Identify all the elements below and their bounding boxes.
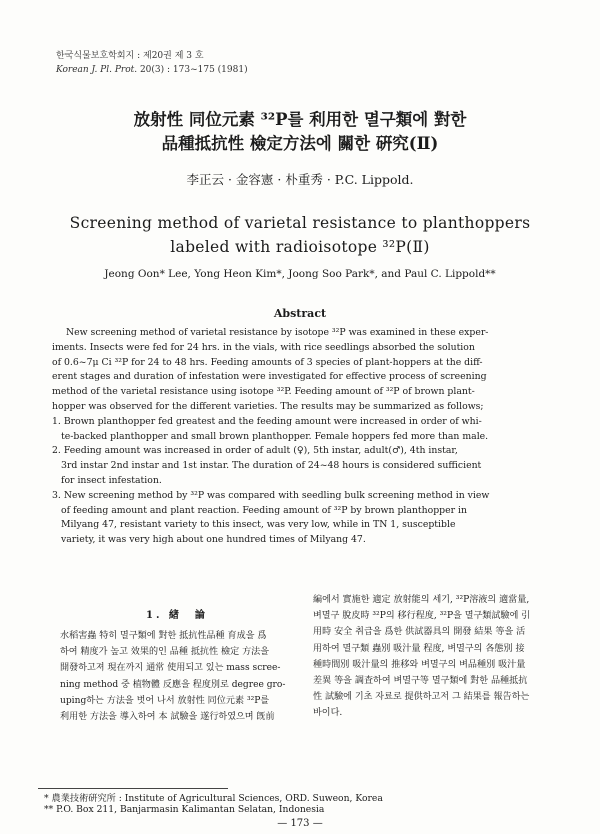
korean-title-line-2: 品種抵抗性 檢定方法에 關한 硏究(Ⅱ)	[161, 134, 439, 153]
footnote-2: ** P.O. Box 211, Banjarmasin Kalimantan Selatan, Indonesia	[44, 804, 325, 815]
abstract-line: method of the varietal resistance using isotope ³²P. Feeding amount of ³²P of brown plant-	[52, 386, 475, 398]
abstract-body	[52, 326, 552, 548]
body-line: 하여 精度가 높고 效果的인 品種 抵抗性 檢定 方法을	[60, 647, 270, 658]
page-number: — 173 —	[277, 818, 323, 829]
abstract-line: Milyang 47, resistant variety to this insect, was very low, while in TN 1, susceptible	[61, 519, 456, 531]
abstract-line: hopper was observed for the different varieties. The results may be summarized as follows;	[52, 400, 484, 412]
english-authors: Jeong Oon* Lee, Yong Heon Kim*, Joong Soo Park*, and Paul C. Lippold**	[104, 268, 496, 280]
journal-name-korean: 한국식물보호학회지 : 제20권 제 3 호	[56, 51, 204, 61]
body-line: uping하는 方法을 벗어 나서 放射性 同位元素 ³²P를	[60, 695, 270, 706]
body-line: 벼멸구 脫皮時 ³²P의 移行程度, ³²P을 멸구類試驗에 引	[313, 611, 531, 622]
english-title-line-1: Screening method of varietal resistance to planthoppers	[69, 214, 531, 232]
journal-name-english: Korean J. Pl. Prot.	[56, 65, 138, 75]
abstract-line: 3rd instar 2nd instar and 1st instar. The duration of 24~48 hours is considered sufficient	[61, 460, 482, 472]
abstract-line: 3. New screening method by ³²P was compared with seedling bulk screening method in view	[52, 489, 490, 501]
abstract-line: variety, it was very high about one hundred times of Milyang 47.	[61, 534, 366, 546]
korean-authors: 李正云 · 金容憲 · 朴重秀 · P.C. Lippold.	[186, 172, 414, 187]
abstract-line: New screening method of varietal resistance by isotope ³²P was examined in these exper-	[66, 327, 489, 338]
abstract-line: of 0.6~7μ Ci ³²P for 24 to 48 hrs. Feeding amounts of 3 species of plant-hoppers at the diff-	[52, 356, 483, 368]
body-line: 編에서 實施한 適定 放射能의 세기, ³²P溶液의 適當量,	[313, 595, 530, 605]
abstract-line: erent stages and duration of infestation were investigated for effective process of screening	[52, 371, 487, 383]
english-title-line-2: labeled with radioisotope ³²P(Ⅱ)	[170, 238, 430, 256]
body-line: 性 試驗에 기초 자료로 提供하고저 그 結果를 報告하는	[313, 692, 530, 703]
body-line: 差異 等을 調査하여 벼멸구等 멸구類에 對한 品種抵抗	[313, 676, 528, 687]
body-line: ning method 중 植物體 反應을 程度別로 degree gro-	[60, 679, 286, 690]
body-line: 바이다.	[313, 708, 343, 719]
body-line: 利用한 方法을 導入하여 本 試驗을 遂行하였으며 旣前	[60, 712, 275, 723]
abstract-line: te-backed planthopper and small brown planthopper. Female hoppers fed more than male.	[61, 430, 489, 442]
abstract-line: for insect infestation.	[61, 474, 162, 486]
abstract-line: 2. Feeding amount was increased in order of adult (♀), 5th instar, adult(♂), 4th instar,	[52, 445, 458, 457]
korean-title-line-1: 放射性 同位元素 ³²P를 利用한 멸구類에 對한	[133, 110, 467, 129]
footnote-rule	[38, 788, 228, 789]
body-line: 種時間別 吸汁量의 推移와 벼멸구의 벼品種別 吸汁量	[313, 659, 526, 670]
body-line: 水稻害蟲 特히 멸구類에 對한 抵抗性品種 育成을 爲	[60, 631, 267, 641]
journal-header	[56, 49, 248, 77]
journal-volume: 20(3) : 173~175 (1981)	[137, 65, 248, 75]
footnote-1: * 農業技術硏究所 : Institute of Agricultural Sciences, ORD. Suweon, Korea	[44, 793, 383, 804]
abstract-line: iments. Insects were fed for 24 hrs. in the vials, with rice seedlings absorbed the solution	[52, 341, 475, 353]
right-column	[313, 592, 563, 722]
left-column	[60, 628, 305, 725]
body-line: 用時 安全 취급을 爲한 供試器具의 開發 結果 等을 活	[313, 627, 526, 638]
abstract-heading: Abstract	[273, 307, 327, 320]
abstract-line: 1. Brown planthopper fed greatest and the feeding amount were increased in order of whi-	[52, 415, 482, 427]
abstract-line: of feeding amount and plant reaction. Feeding amount of ³²P by brown planthopper in	[61, 504, 467, 516]
body-line: 用하여 멸구類 蟲別 吸汁量 程度, 벼멸구의 各態別 接	[313, 643, 525, 654]
body-line: 開發하고져 現在까지 通常 使用되고 있는 mass scree-	[60, 663, 281, 674]
journal-citation	[56, 63, 248, 77]
section-heading-introduction: 1. 緖 論	[146, 610, 208, 621]
